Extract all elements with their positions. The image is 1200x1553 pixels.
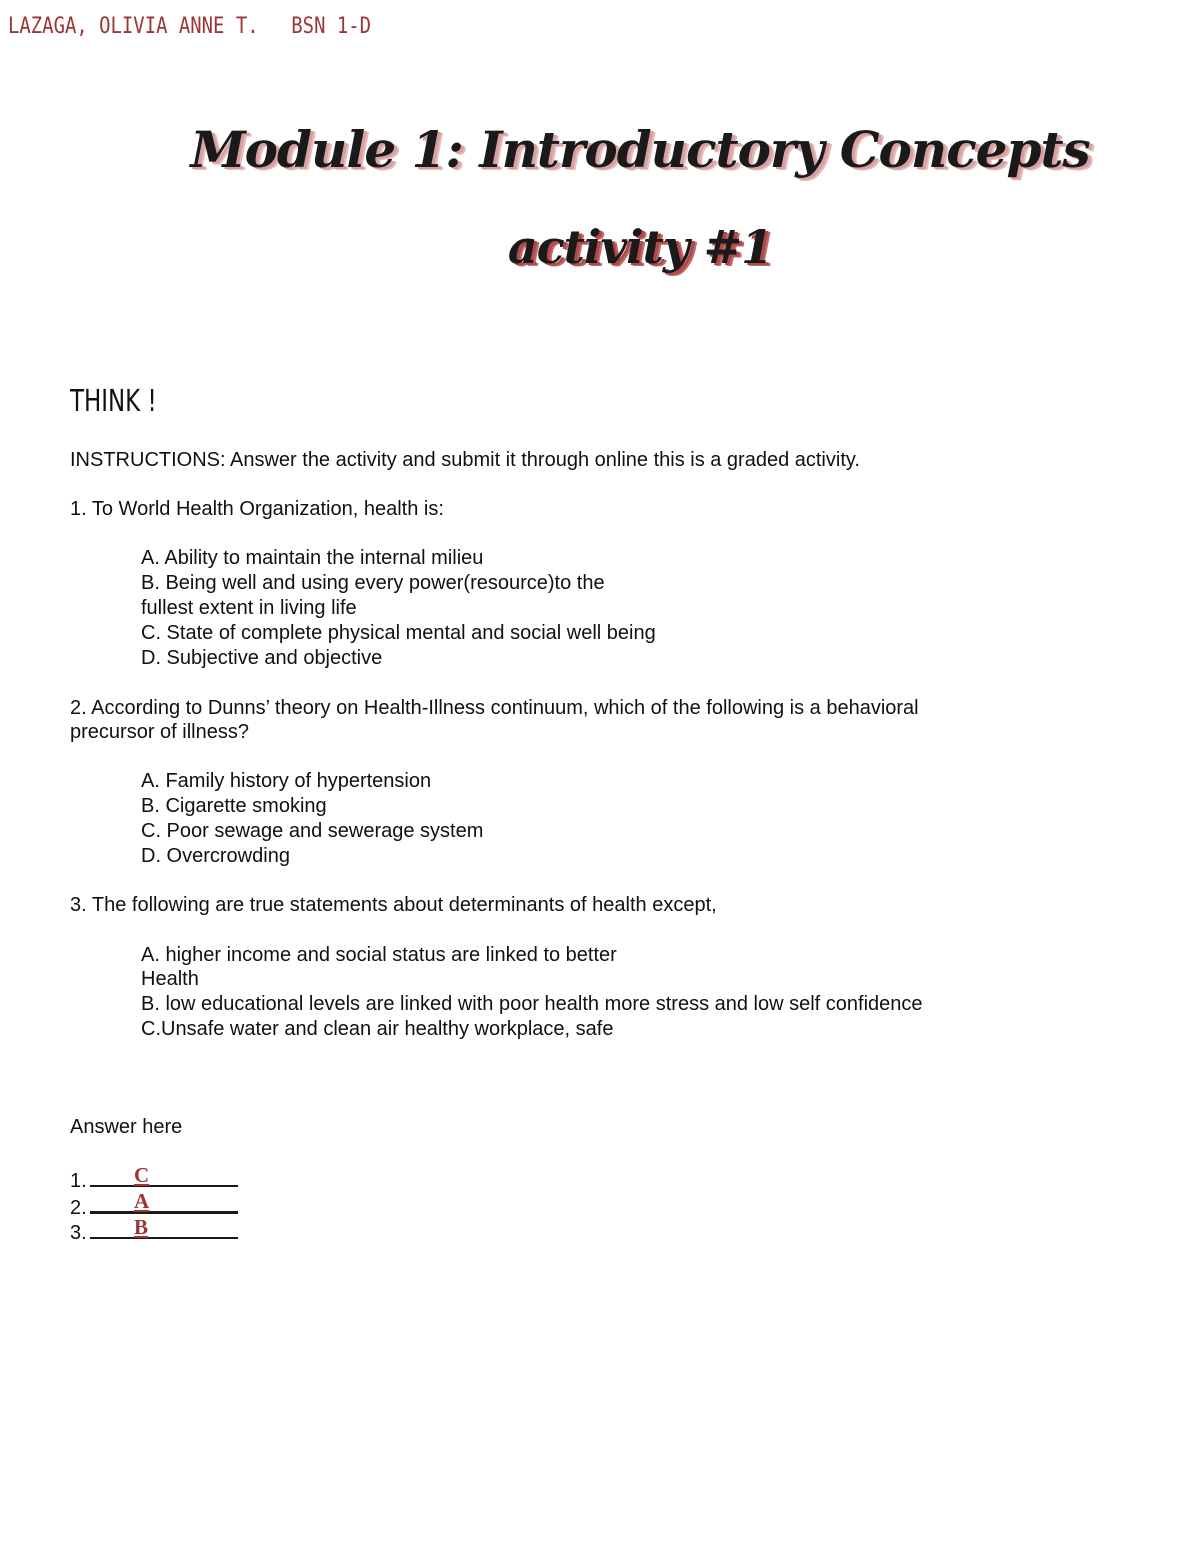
q3-option-a: A. higher income and social status are linked to better — [141, 944, 617, 966]
answer-blank-1 — [90, 1165, 238, 1187]
q3-option-b: B. low educational levels are linked with poor health more stress and low self confidence — [141, 993, 923, 1015]
student-section: BSN 1-D — [291, 14, 372, 39]
answer-row-3 — [70, 1217, 238, 1245]
q1-option-b: B. Being well and using every power(resource)to the — [141, 572, 605, 594]
answer-number: 2. — [70, 1197, 87, 1219]
answer-letter-2: A — [134, 1189, 150, 1213]
instructions-text: INSTRUCTIONS: Answer the activity and submit it through online this is a graded activity. — [70, 449, 860, 471]
answer-row-1 — [70, 1165, 238, 1193]
q3-option-a-cont: Health — [141, 968, 199, 990]
question-2-line-1: 2. According to Dunns’ theory on Health-Illness continuum, which of the following is a behavioral — [70, 697, 919, 719]
answer-blank-2 — [90, 1191, 238, 1214]
q1-option-a: A. Ability to maintain the internal milieu — [141, 547, 484, 569]
q1-option-d: D. Subjective and objective — [141, 647, 383, 669]
q2-option-a: A. Family history of hypertension — [141, 770, 432, 792]
answer-blank-3 — [90, 1217, 238, 1239]
q2-option-c: C. Poor sewage and sewerage system — [141, 820, 484, 842]
q3-option-c: C.Unsafe water and clean air healthy workplace, safe — [141, 1018, 614, 1040]
q2-option-d: D. Overcrowding — [141, 845, 290, 867]
answer-heading: Answer here — [70, 1116, 183, 1138]
question-1: 1. To World Health Organization, health is: — [70, 498, 444, 520]
answer-letter-3: B — [134, 1215, 149, 1239]
answer-letter-1: C — [134, 1163, 150, 1187]
student-header — [8, 14, 371, 39]
question-2-line-2: precursor of illness? — [70, 721, 249, 743]
student-name: LAZAGA, OLIVIA ANNE T. — [8, 14, 259, 39]
q1-option-b-cont: fullest extent in living life — [141, 597, 357, 619]
module-title: Module 1: Introductory Concepts — [190, 120, 1090, 179]
answer-number: 1. — [70, 1170, 87, 1192]
q2-option-b: B. Cigarette smoking — [141, 795, 327, 817]
answer-row-2 — [70, 1191, 238, 1220]
activity-title: activity #1 — [507, 220, 773, 274]
think-heading: THINK ! — [70, 384, 157, 419]
answer-number: 3. — [70, 1222, 87, 1244]
q1-option-c: C. State of complete physical mental and social well being — [141, 622, 656, 644]
question-3: 3. The following are true statements about determinants of health except, — [70, 894, 717, 916]
